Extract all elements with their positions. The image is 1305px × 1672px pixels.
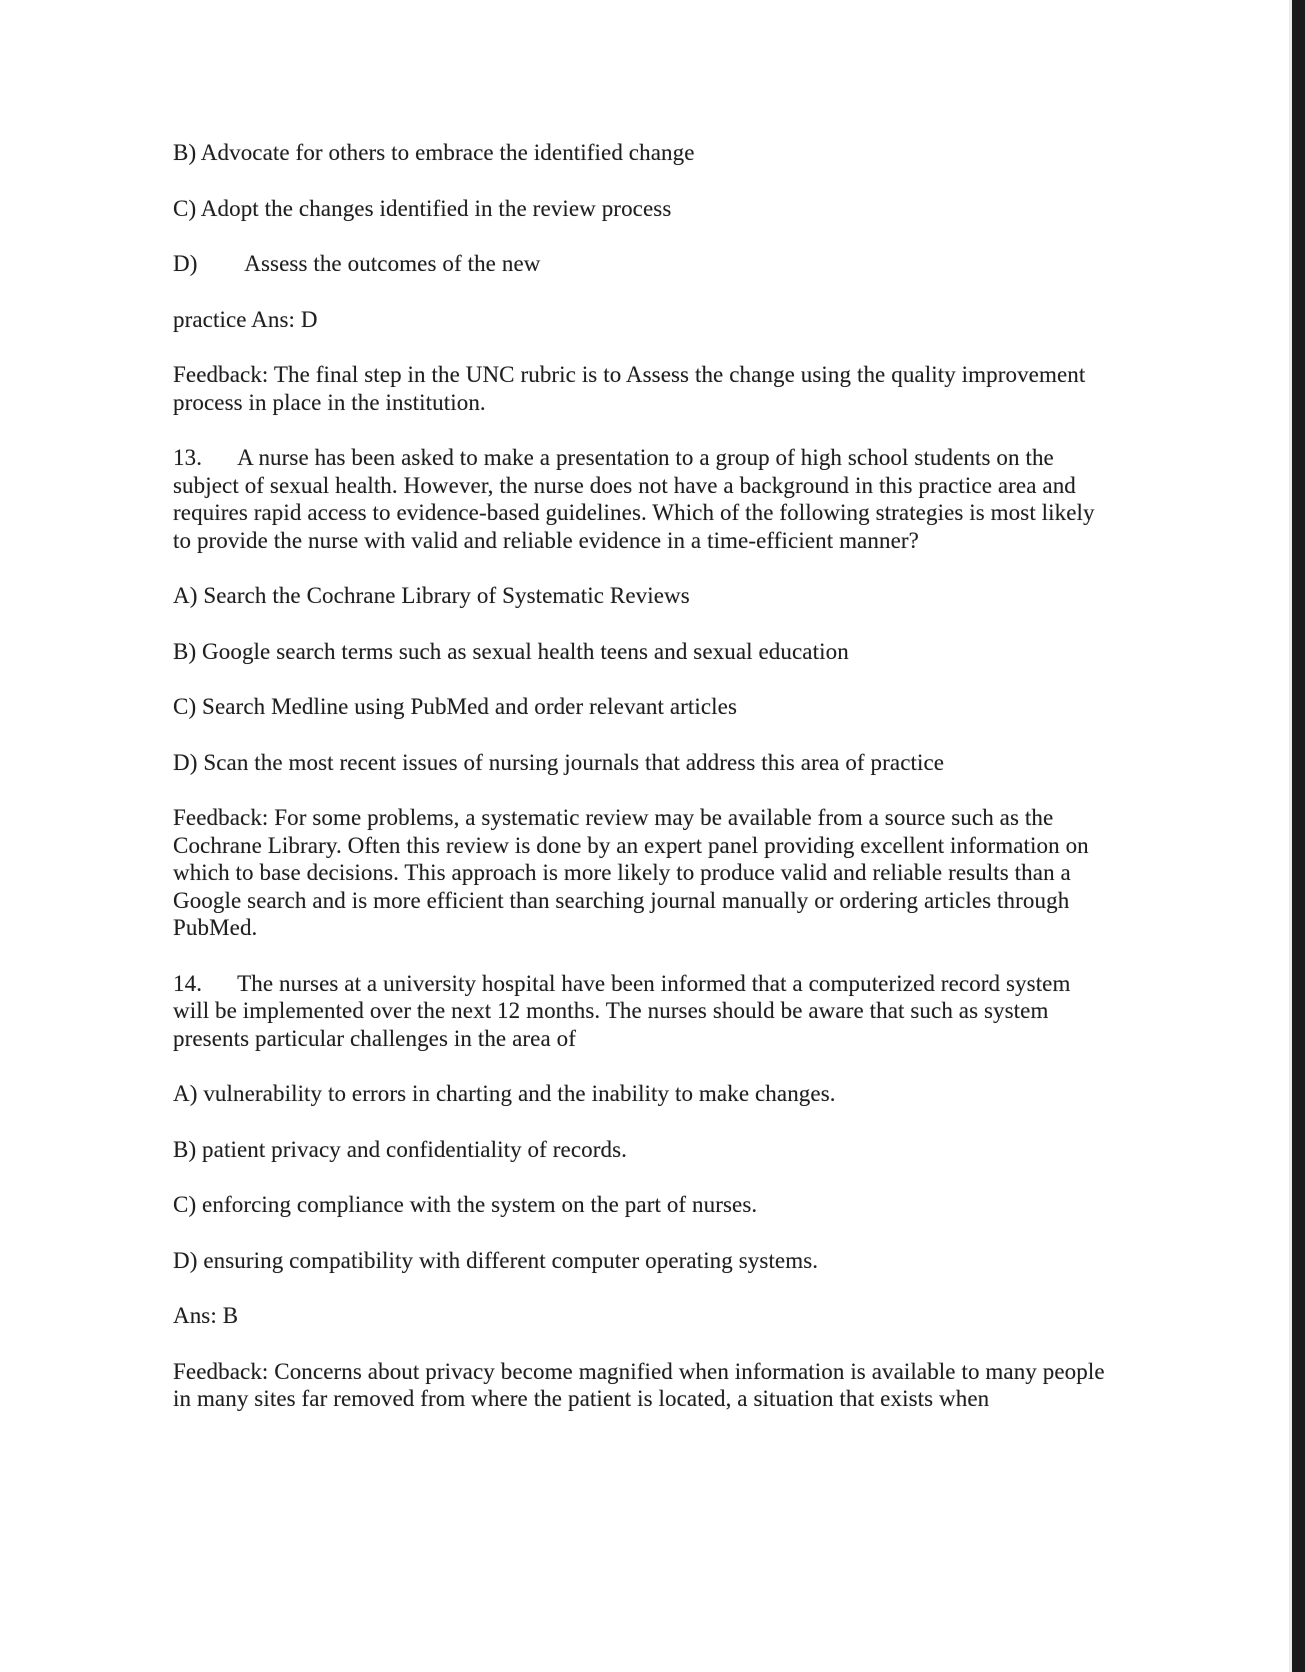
question-13-line: requires rapid access to evidence-based guidelines. Which of the following strategies is most likely xyxy=(173,500,1095,525)
feedback-q14 xyxy=(173,1358,1233,1413)
question-14-line: presents particular challenges in the area of xyxy=(173,1025,576,1051)
feedback-q13 xyxy=(173,804,1233,942)
option-q14-b-line: B) patient privacy and confidentiality of records. xyxy=(173,1136,627,1162)
question-14-line: will be implemented over the next 12 months. The nurses should be aware that such as system xyxy=(173,998,1049,1023)
option-q12-d-line: D) Assess the outcomes of the new xyxy=(173,251,541,276)
question-14-line: 14. The nurses at a university hospital have been informed that a computerized record system xyxy=(173,970,1071,996)
option-q12-b xyxy=(173,139,1233,167)
option-q14-c-line: C) enforcing compliance with the system on the part of nurses. xyxy=(173,1192,758,1217)
option-q13-a xyxy=(173,582,1233,610)
feedback-q12 xyxy=(173,361,1233,416)
feedback-q13-line: PubMed. xyxy=(173,915,258,940)
question-13-line: subject of sexual health. However, the nurse does not have a background in this practice area and xyxy=(173,472,1076,498)
option-q13-a-line: A) Search the Cochrane Library of Systematic Reviews xyxy=(173,583,690,608)
feedback-q13-line: Feedback: For some problems, a systematic review may be available from a source such as the xyxy=(173,805,1054,830)
option-q14-a-line: A) vulnerability to errors in charting and the inability to make changes. xyxy=(173,1081,836,1106)
option-q13-d xyxy=(173,749,1233,777)
answer-q14-line: Ans: B xyxy=(173,1303,239,1328)
feedback-q12-line: process in place in the institution. xyxy=(173,389,486,415)
option-q12-c xyxy=(173,195,1233,223)
feedback-q13-line: Google search and is more efficient than searching journal manually or ordering articles through xyxy=(173,887,1070,913)
option-q14-a xyxy=(173,1080,1233,1108)
option-q14-c xyxy=(173,1191,1233,1219)
option-q14-d-line: D) ensuring compatibility with different computer operating systems. xyxy=(173,1247,819,1273)
feedback-q13-line: which to base decisions. This approach is more likely to produce valid and reliable results than a xyxy=(173,860,1071,885)
option-q13-b xyxy=(173,638,1233,666)
answer-q12-line: practice Ans: D xyxy=(173,306,318,332)
option-q13-b-line: B) Google search terms such as sexual health teens and sexual education xyxy=(173,638,849,664)
feedback-q14-line: in many sites far removed from where the patient is located, a situation that exists when xyxy=(173,1386,990,1411)
feedback-q13-line: Cochrane Library. Often this review is done by an expert panel providing excellent information on xyxy=(173,832,1089,858)
feedback-q14-line: Feedback: Concerns about privacy become magnified when information is available to many people xyxy=(173,1358,1105,1384)
option-q13-d-line: D) Scan the most recent issues of nursing journals that address this area of practice xyxy=(173,749,945,775)
option-q14-d xyxy=(173,1247,1233,1275)
option-q12-c-line: C) Adopt the changes identified in the review process xyxy=(173,195,672,221)
page-right-edge-dark-bar xyxy=(1292,0,1305,1672)
option-q13-c-line: C) Search Medline using PubMed and order relevant articles xyxy=(173,694,738,719)
answer-q14 xyxy=(173,1302,1233,1330)
question-14 xyxy=(173,970,1233,1053)
question-13 xyxy=(173,444,1233,554)
option-q12-b-line: B) Advocate for others to embrace the identified change xyxy=(173,140,695,165)
feedback-q12-line: Feedback: The final step in the UNC rubric is to Assess the change using the quality improvement xyxy=(173,362,1086,387)
option-q12-d xyxy=(173,250,1233,278)
question-13-line: 13. A nurse has been asked to make a presentation to a group of high school students on the xyxy=(173,445,1054,470)
option-q13-c xyxy=(173,693,1233,721)
option-q14-b xyxy=(173,1136,1233,1164)
answer-q12 xyxy=(173,306,1233,334)
question-13-line: to provide the nurse with valid and reliable evidence in a time-efficient manner? xyxy=(173,527,919,553)
document-content xyxy=(173,139,1233,1441)
